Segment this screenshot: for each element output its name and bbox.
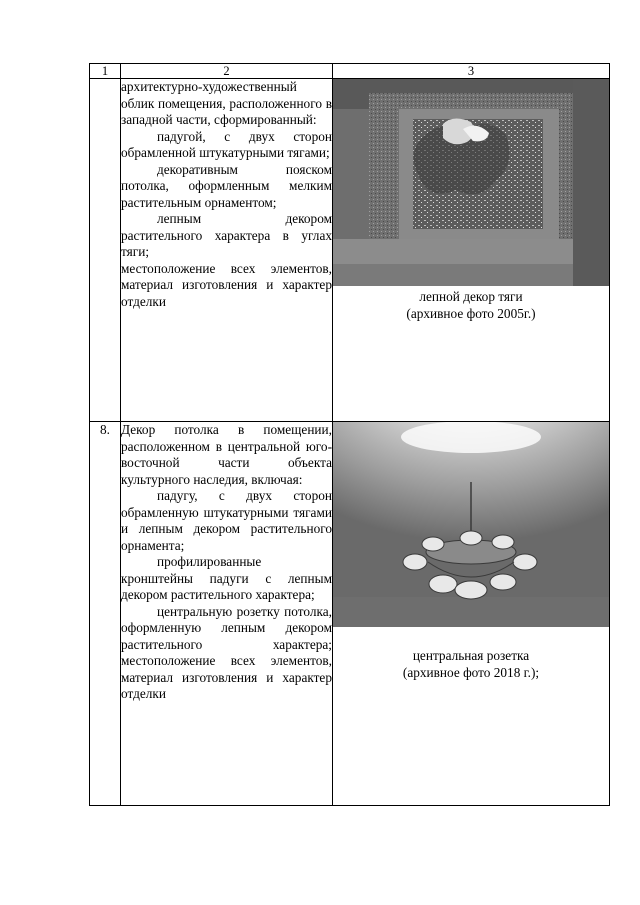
table-row	[90, 79, 610, 422]
row-number	[90, 79, 121, 422]
row-number: 8.	[90, 422, 121, 806]
header-col-2: 2	[121, 64, 333, 79]
molding-decor-photo	[333, 79, 609, 286]
description-paragraph: архитектурно-художественный облик помещения, расположенного в западной части, сформированный:	[121, 79, 332, 127]
photo-caption	[333, 288, 609, 322]
row-description	[121, 79, 333, 422]
description-paragraph: падугой, с двух сторон обрамленной штукатурными тягами;	[121, 128, 332, 160]
monument-features-table	[89, 63, 610, 806]
header-col-1: 1	[90, 64, 121, 79]
description-paragraph: местоположение всех элементов, материал изготовления и характер отделки	[121, 260, 332, 309]
caption-source: (архивное фото 2018 г.);	[402, 665, 540, 680]
row-photo-cell	[333, 422, 610, 806]
description-paragraph: центральную розетку потолка, оформленную лепным декором растительного характера; местоположение всех элементов, материал изготовления и характер отделки	[121, 603, 332, 701]
description-paragraph: декоративным пояском потолка, оформленным мелким растительным орнаментом;	[121, 161, 332, 210]
central-rosette-photo	[333, 422, 609, 627]
caption-title: лепной декор тяги	[419, 289, 523, 304]
description-paragraph: лепным декором растительного характера в углах тяги;	[121, 211, 332, 259]
description-paragraph: Декор потолка в помещении, расположенном в центральной юго-восточной части объекта культурного наследия, включая:	[121, 422, 332, 487]
photo-caption	[333, 647, 609, 681]
row-description	[121, 422, 333, 806]
table-row	[90, 422, 610, 806]
caption-title: центральная розетка	[412, 648, 530, 663]
caption-source: (архивное фото 2005г.)	[406, 306, 536, 321]
description-paragraph: профилированные кронштейны падуги с лепным декором растительного характера;	[121, 554, 332, 602]
description-paragraph: падугу, с двух сторон обрамленную штукатурными тягами и лепным декором растительного орнамента;	[121, 488, 332, 553]
header-col-3: 3	[333, 64, 610, 79]
header-row	[90, 64, 610, 79]
row-photo-cell	[333, 79, 610, 422]
